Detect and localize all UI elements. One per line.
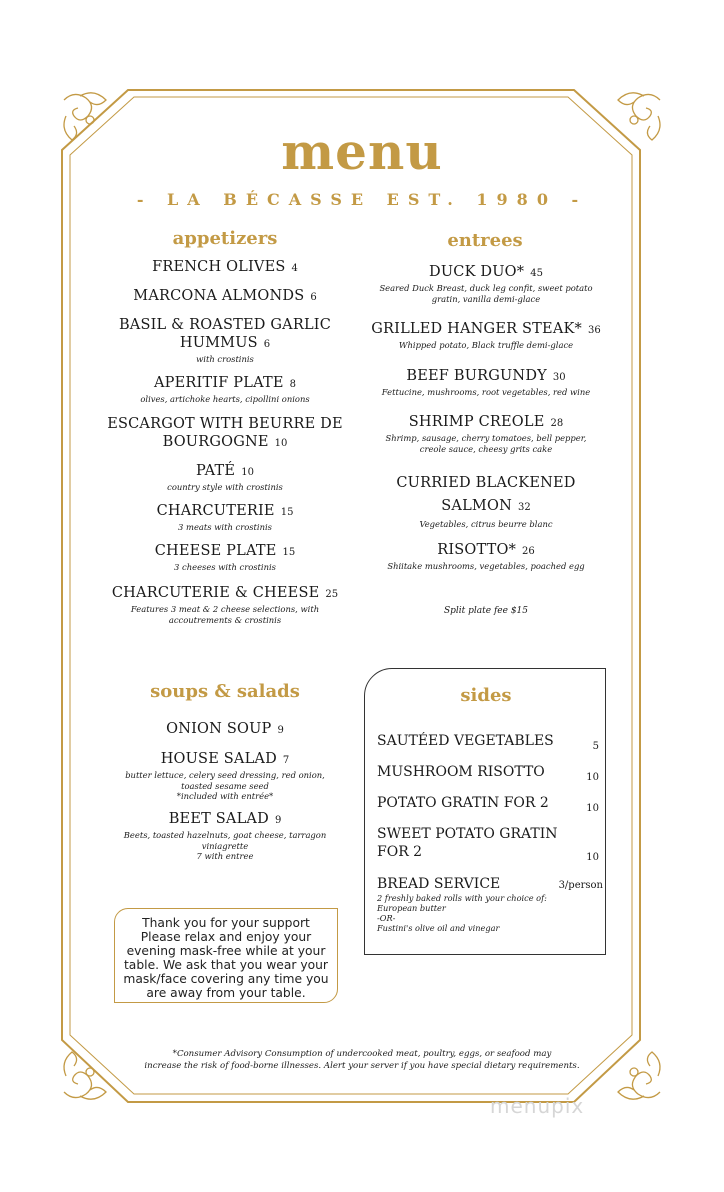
- item-name-cont: FOR 2: [377, 844, 423, 860]
- side-item: [377, 794, 599, 812]
- item-price: 36: [588, 325, 601, 336]
- item-name: PATÉ: [196, 463, 236, 479]
- item-name: FRENCH OLIVES: [152, 259, 286, 275]
- item-price: 6: [310, 292, 317, 303]
- item-price: 26: [522, 546, 535, 557]
- side-item: [377, 825, 599, 861]
- item-description: 2 freshly baked rolls with your choice of:: [377, 893, 547, 903]
- item-name: MUSHROOM RISOTTO: [377, 764, 545, 780]
- item-description-cont: Fustini's olive oil and vinegar: [377, 923, 500, 933]
- item-price: 10: [241, 467, 254, 478]
- item-name: ESCARGOT WITH BEURRE DE: [107, 416, 343, 432]
- notice-line: table. We ask that you wear your: [123, 958, 328, 972]
- item-description: butter lettuce, celery seed dressing, red onion,: [125, 770, 325, 780]
- menu-item: [366, 472, 606, 530]
- item-name: SAUTÉED VEGETABLES: [377, 733, 554, 749]
- item-description: Fettucine, mushrooms, root vegetables, red wine: [381, 387, 591, 397]
- side-item: [377, 875, 603, 933]
- item-name: GRILLED HANGER STEAK*: [371, 321, 582, 337]
- sides-box: [364, 668, 606, 955]
- item-description: Vegetables, citrus beurre blanc: [419, 519, 553, 529]
- side-item: [377, 732, 599, 750]
- item-description: Features 3 meat & 2 cheese selections, with: [130, 604, 320, 614]
- item-price: 28: [550, 418, 564, 429]
- menu-item: [110, 720, 340, 740]
- item-name: SHRIMP CREOLE: [408, 414, 545, 430]
- menu-item: [366, 541, 606, 572]
- menu-item: [110, 258, 340, 278]
- item-description-cont: accoutrements & crostinis: [168, 614, 282, 625]
- item-description: Whipped potato, Black truffle demi-glace: [398, 340, 574, 350]
- item-price: 10: [274, 438, 288, 449]
- item-name-cont: HUMMUS: [179, 335, 258, 351]
- item-description: 3 meats with crostinis: [178, 522, 272, 532]
- item-note: 7 with entree: [196, 851, 254, 861]
- item-name: BREAD SERVICE: [377, 876, 501, 892]
- item-price: 7: [282, 755, 290, 766]
- item-name: POTATO GRATIN FOR 2: [377, 795, 549, 811]
- item-price: 3/person: [558, 880, 603, 891]
- menu-item: [110, 502, 340, 533]
- sides-heading: sides: [460, 685, 512, 706]
- menu-item: [110, 810, 340, 862]
- item-name: BASIL & ROASTED GARLIC: [118, 317, 332, 333]
- corner-ornament-icon: [618, 1052, 660, 1099]
- item-price: 15: [282, 547, 296, 558]
- restaurant-subtitle: - LA BÉCASSE EST. 1980 -: [136, 190, 588, 209]
- consumer-advisory: [100, 1048, 624, 1072]
- menu-item: [110, 374, 340, 405]
- item-name: SWEET POTATO GRATIN: [377, 826, 558, 842]
- item-price: 45: [530, 268, 543, 279]
- notice-line: evening mask-free while at your: [126, 944, 326, 958]
- item-name: MARCONA ALMONDS: [133, 288, 305, 304]
- item-name: BEEF BURGUNDY: [406, 368, 547, 384]
- item-description: country style with crostinis: [167, 482, 283, 492]
- item-description: with crostinis: [196, 354, 254, 364]
- item-description-cont: -OR-: [377, 913, 396, 923]
- menu-item: [110, 462, 340, 493]
- item-description-cont: European butter: [377, 903, 446, 913]
- item-description-cont: viniagrette: [201, 840, 249, 851]
- split-plate-fee: Split plate fee $15: [444, 606, 528, 616]
- notice-line: mask/face covering any time you: [123, 972, 329, 986]
- item-description: Seared Duck Breast, duck leg confit, sweet potato: [379, 283, 593, 293]
- item-name: RISOTTO*: [437, 542, 517, 558]
- menu-item: [104, 584, 346, 625]
- appetizers-heading: appetizers: [172, 228, 278, 249]
- page-title: menu: [281, 122, 443, 181]
- item-description: Shrimp, sausage, cherry tomatoes, bell pepper,: [385, 433, 587, 443]
- item-description-cont: creole sauce, cheesy grits cake: [419, 443, 553, 454]
- item-price: 10: [586, 772, 599, 783]
- notice-line: Please relax and enjoy your: [140, 930, 312, 944]
- menu-item: [110, 750, 340, 802]
- item-price: 25: [325, 589, 339, 600]
- notice-line: are away from your table.: [146, 986, 306, 1000]
- item-price: 15: [280, 507, 294, 518]
- item-price: 10: [586, 803, 599, 814]
- entrees-heading: entrees: [447, 230, 523, 251]
- item-name: APERITIF PLATE: [153, 375, 284, 391]
- item-price: 4: [291, 263, 298, 274]
- item-description-cont: gratin, vanilla demi-glace: [431, 293, 541, 304]
- menu-item: [110, 542, 340, 573]
- item-price: 9: [274, 815, 282, 826]
- item-price: 8: [289, 379, 297, 390]
- item-description-cont: toasted sesame seed: [181, 780, 269, 791]
- advisory-line: increase the risk of food-borne illnesses. Alert your server if you have special dietary requirements.: [144, 1061, 580, 1071]
- side-item: [377, 763, 599, 781]
- item-price: 32: [517, 502, 531, 513]
- item-note: *included with entrée*: [176, 791, 274, 801]
- watermark: menupix: [490, 1094, 585, 1118]
- menu-item: [366, 320, 606, 351]
- menu-item: [110, 287, 340, 307]
- item-price: 30: [552, 372, 566, 383]
- item-price: 5: [592, 741, 599, 752]
- notice-line: Thank you for your support: [142, 916, 310, 930]
- item-name: BEET SALAD: [168, 811, 269, 827]
- item-price: 9: [277, 725, 284, 736]
- menu-item: [366, 413, 606, 454]
- item-description: 3 cheeses with crostinis: [174, 562, 276, 572]
- menu-item: [110, 316, 340, 365]
- item-name: CURRIED BLACKENED: [396, 475, 576, 491]
- mask-notice: [114, 908, 338, 1003]
- menu-item: [104, 415, 346, 453]
- soups-salads-heading: soups & salads: [150, 681, 300, 702]
- item-name: ONION SOUP: [166, 721, 272, 737]
- menu-item: [366, 367, 606, 398]
- item-description: olives, artichoke hearts, cipollini onions: [140, 394, 310, 404]
- item-price: 10: [586, 852, 599, 863]
- menu-item: [366, 263, 606, 304]
- item-name-cont: BOURGOGNE: [162, 434, 269, 450]
- item-description: Shiitake mushrooms, vegetables, poached egg: [387, 561, 585, 571]
- item-name: DUCK DUO*: [429, 264, 525, 280]
- item-name: HOUSE SALAD: [160, 751, 277, 767]
- item-name: CHEESE PLATE: [154, 543, 277, 559]
- item-description: Beets, toasted hazelnuts, goat cheese, tarragon: [123, 830, 327, 840]
- item-name: CHARCUTERIE: [156, 503, 275, 519]
- advisory-line: *Consumer Advisory Consumption of undercooked meat, poultry, eggs, or seafood may: [172, 1049, 552, 1059]
- item-name: CHARCUTERIE & CHEESE: [111, 585, 320, 601]
- item-name-cont: SALMON: [441, 498, 512, 514]
- item-price: 6: [263, 339, 271, 350]
